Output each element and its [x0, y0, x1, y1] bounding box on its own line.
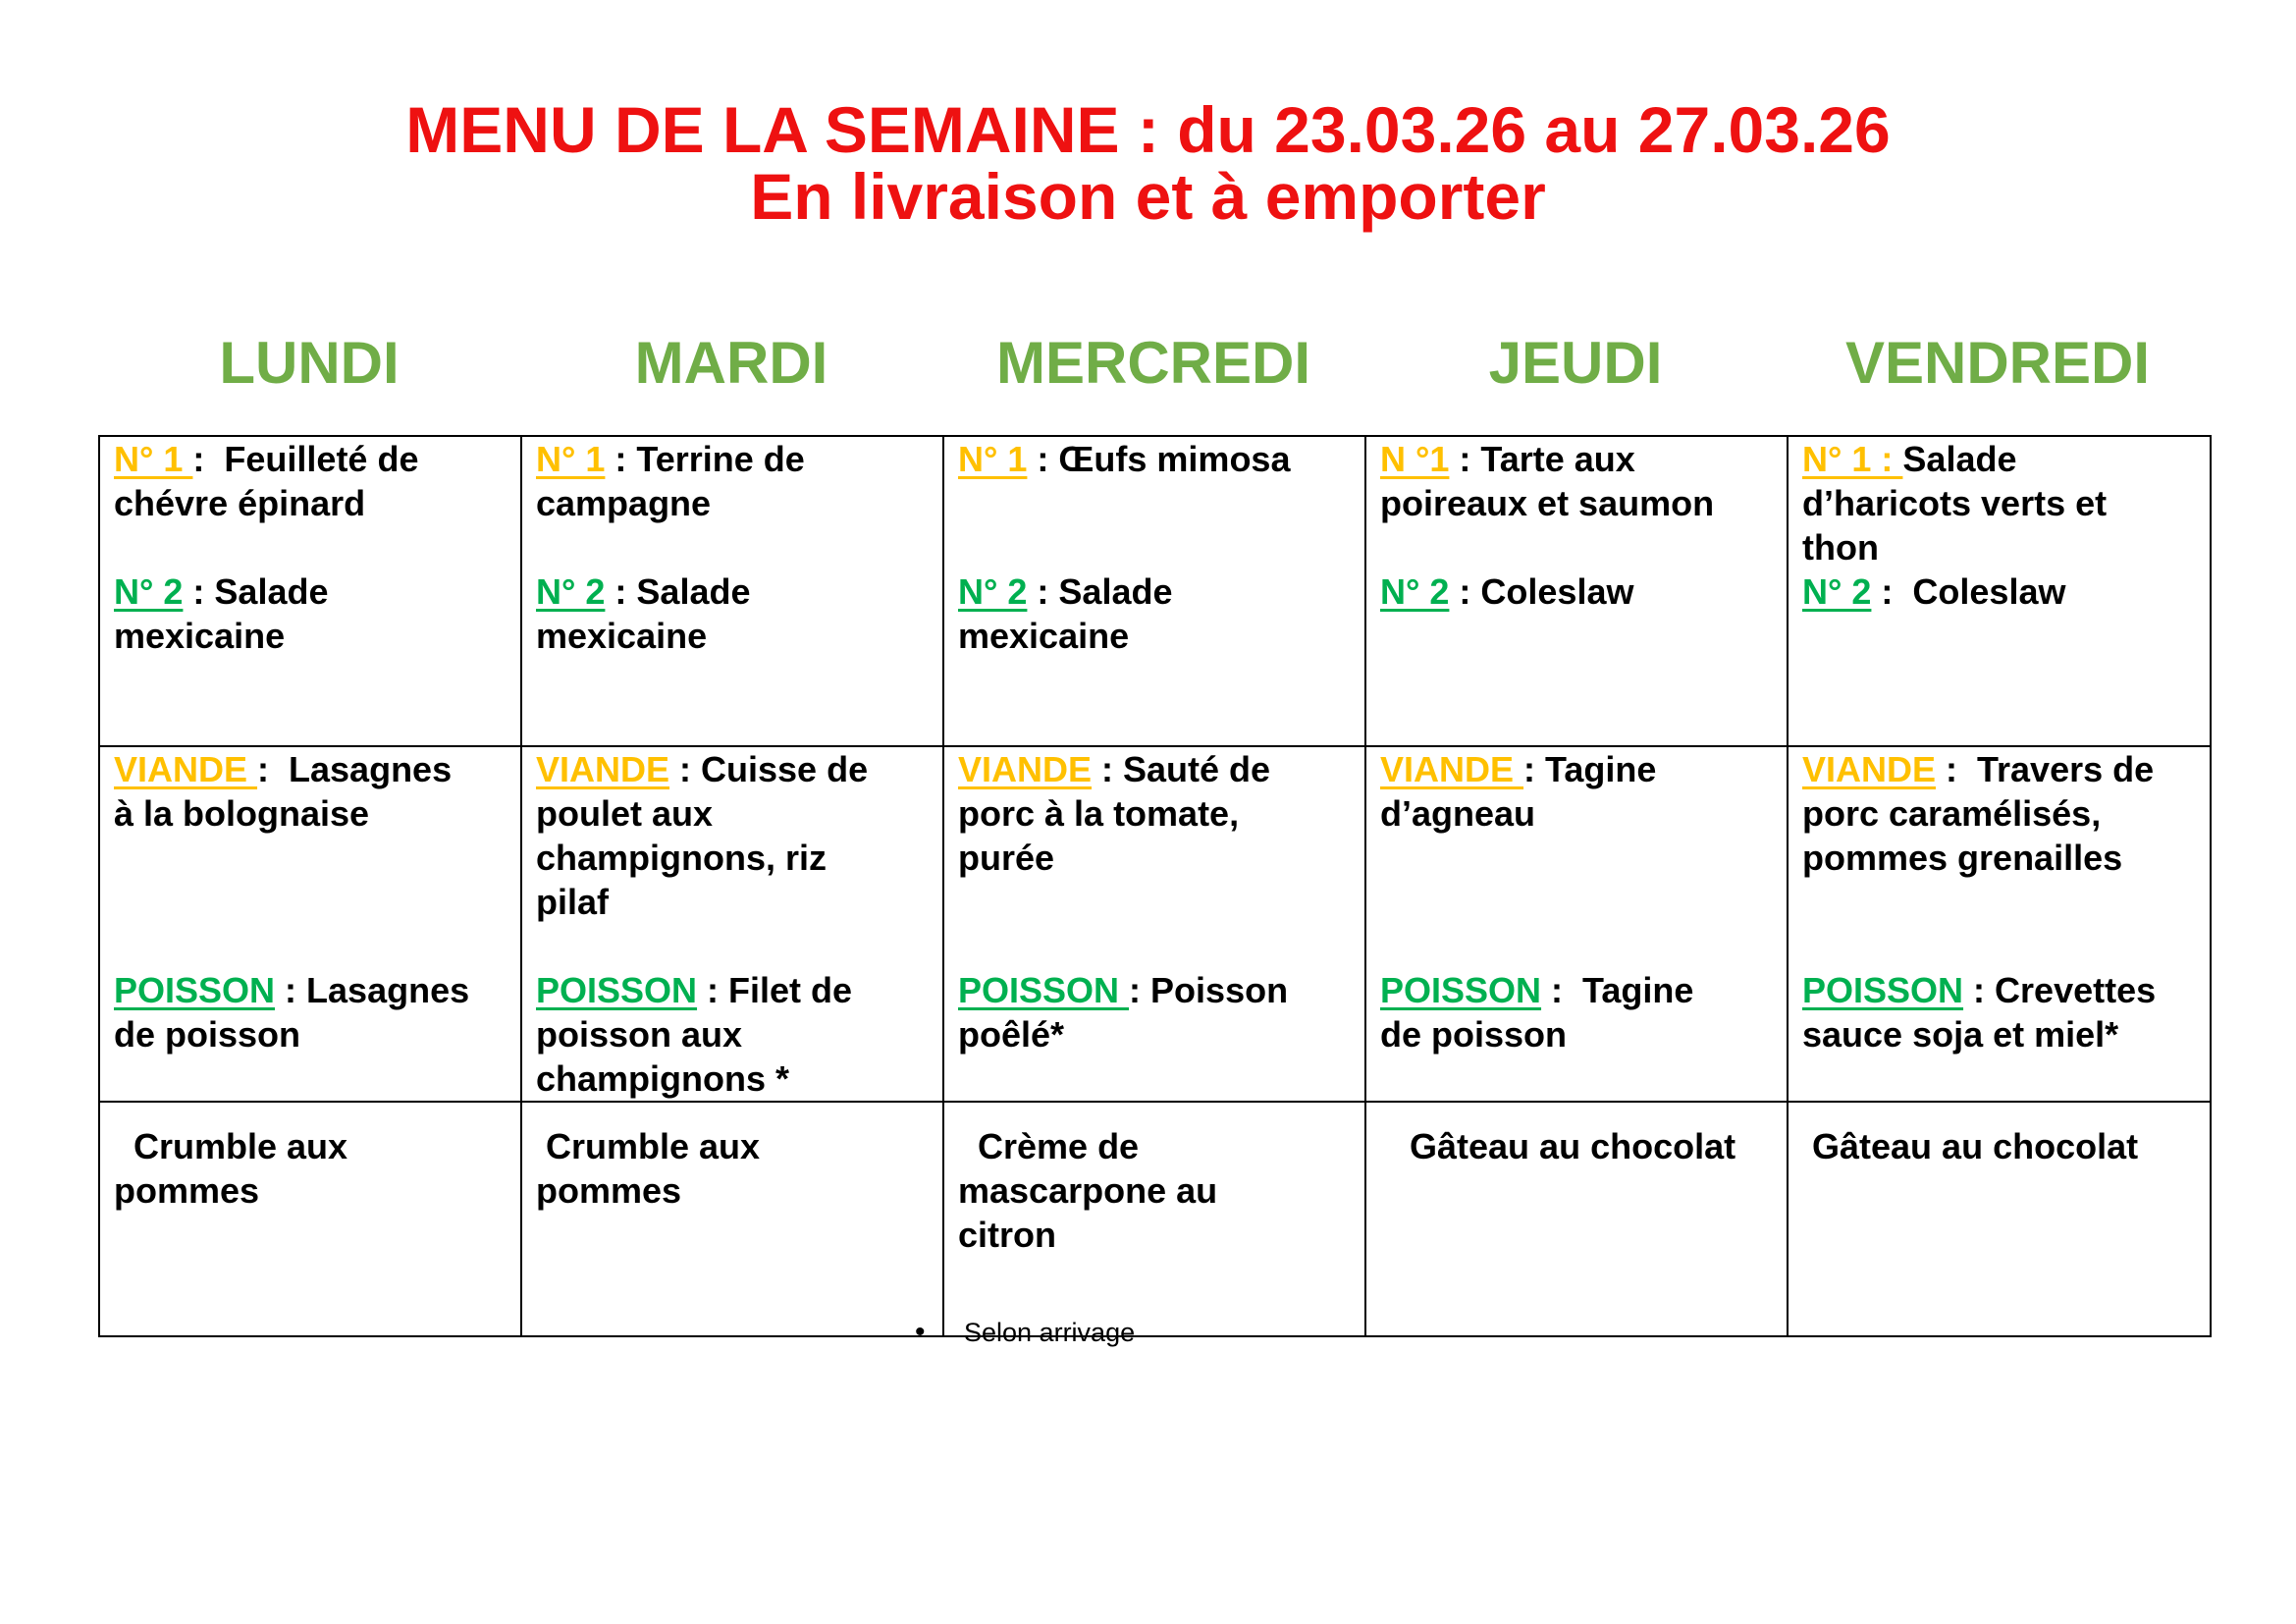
day-header-vendredi: VENDREDI	[1844, 330, 2151, 396]
viande-line	[114, 791, 512, 836]
entree-2-line	[958, 614, 1357, 658]
viande-line-text: : Travers de	[1936, 749, 2155, 789]
plat-cell-jeudi	[1365, 746, 1788, 1102]
poisson-line-text: : Poisson	[1129, 970, 1289, 1010]
entree-2-line-text: : Salade	[183, 571, 329, 612]
entree-row	[99, 436, 2211, 746]
dessert-cell-jeudi	[1365, 1102, 1788, 1336]
plat-cell-lundi	[99, 746, 521, 1102]
entree-1-line-text: Salade	[1902, 439, 2017, 479]
dessert-line-text: pommes	[536, 1170, 682, 1211]
entree-1-key: N° 1 :	[1802, 439, 1903, 479]
entree-1-line	[1380, 481, 1779, 525]
poisson-line-text: champignons *	[536, 1058, 790, 1099]
entree-1-key: N° 1	[114, 439, 193, 479]
menu-title	[0, 93, 2296, 233]
viande-line	[1380, 747, 1779, 791]
viande-key: VIANDE	[536, 749, 670, 789]
day-header-row	[98, 324, 2209, 403]
entree-1-line-text: thon	[1802, 527, 1879, 568]
viande-line	[536, 791, 934, 836]
viande-line-text: : Lasagnes	[257, 749, 453, 789]
poisson-line	[114, 968, 512, 1012]
spacer	[1380, 525, 1779, 569]
dessert-cell-lundi	[99, 1102, 521, 1336]
viande-key: VIANDE	[1380, 749, 1524, 789]
entree-2-line-text: : Salade	[1027, 571, 1173, 612]
entree-cell-jeudi	[1365, 436, 1788, 746]
entree-2-key: N° 2	[536, 571, 606, 612]
viande-line	[958, 747, 1357, 791]
entree-2-key: N° 2	[114, 571, 184, 612]
viande-line	[1802, 791, 2202, 836]
dessert-line	[536, 1124, 934, 1168]
spacer	[114, 924, 512, 968]
poisson-line-text: sauce soja et miel*	[1802, 1014, 2119, 1055]
footnote-text: Selon arrivage	[964, 1318, 1136, 1347]
poisson-line-text: de poisson	[1380, 1014, 1568, 1055]
viande-line-text: pommes grenailles	[1802, 838, 2123, 878]
entree-cell-lundi	[99, 436, 521, 746]
poisson-line	[536, 968, 934, 1012]
viande-line	[1802, 747, 2202, 791]
spacer	[958, 880, 1357, 924]
poisson-key: POISSON	[958, 970, 1130, 1010]
spacer	[1380, 880, 1779, 924]
spacer	[958, 924, 1357, 968]
footnote	[915, 1315, 1135, 1350]
plat-cell-vendredi	[1788, 746, 2211, 1102]
entree-1-line-text: : Terrine de	[605, 439, 805, 479]
poisson-key: POISSON	[536, 970, 698, 1010]
spacer	[114, 880, 512, 924]
poisson-key: POISSON	[1380, 970, 1542, 1010]
viande-line-text: porc à la tomate,	[958, 793, 1240, 834]
spacer	[1802, 924, 2202, 968]
viande-line	[958, 836, 1357, 880]
spacer	[958, 525, 1357, 569]
title-line-1: MENU DE LA SEMAINE : du 23.03.26 au 27.03.26	[405, 93, 1891, 166]
spacer	[536, 525, 934, 569]
viande-line	[114, 747, 512, 791]
poisson-line-text: de poisson	[114, 1014, 301, 1055]
day-header-lundi: LUNDI	[219, 330, 400, 396]
dessert-line	[958, 1213, 1357, 1257]
entree-2-line-text: mexicaine	[114, 616, 286, 656]
entree-1-line	[1802, 525, 2202, 569]
plat-cell-mardi	[521, 746, 943, 1102]
dessert-line	[1380, 1124, 1779, 1168]
entree-cell-mardi	[521, 436, 943, 746]
dessert-line-text: mascarpone au	[958, 1170, 1218, 1211]
entree-1-key: N °1	[1380, 439, 1450, 479]
day-header-mercredi: MERCREDI	[995, 330, 1310, 396]
poisson-key: POISSON	[114, 970, 276, 1010]
title-line-2: En livraison et à emporter	[750, 160, 1546, 233]
poisson-line-text: : Crevettes	[1963, 970, 2157, 1010]
dessert-cell-vendredi	[1788, 1102, 2211, 1336]
viande-line-text: : Tagine	[1523, 749, 1657, 789]
spacer	[536, 924, 934, 968]
entree-1-line	[536, 437, 934, 481]
dessert-line-text: Gâteau au chocolat	[1802, 1126, 2139, 1166]
viande-line-text: pilaf	[536, 882, 610, 922]
entree-2-line-text: mexicaine	[958, 616, 1130, 656]
spacer	[1380, 924, 1779, 968]
viande-line-text: à la bolognaise	[114, 793, 370, 834]
viande-key: VIANDE	[114, 749, 258, 789]
poisson-line	[1802, 1012, 2202, 1056]
entree-1-line-text: campagne	[536, 483, 712, 523]
entree-2-key: N° 2	[958, 571, 1028, 612]
spacer	[1380, 836, 1779, 880]
entree-1-key: N° 1	[536, 439, 606, 479]
dessert-line	[1802, 1124, 2202, 1168]
dessert-line-text: citron	[958, 1215, 1057, 1255]
entree-cell-vendredi	[1788, 436, 2211, 746]
bullet-icon: •	[915, 1316, 926, 1348]
entree-1-line	[114, 437, 512, 481]
viande-line-text: : Sauté de	[1092, 749, 1271, 789]
viande-line-text: d’agneau	[1380, 793, 1536, 834]
dessert-line-text: Gâteau au chocolat	[1380, 1126, 1736, 1166]
poisson-line	[536, 1056, 934, 1101]
entree-2-line	[536, 614, 934, 658]
poisson-line	[1380, 968, 1779, 1012]
viande-line	[958, 791, 1357, 836]
viande-line-text: : Cuisse de	[669, 749, 869, 789]
dessert-line-text: Crumble aux	[114, 1126, 348, 1166]
poisson-line	[1380, 1012, 1779, 1056]
entree-1-line	[114, 481, 512, 525]
entree-2-key: N° 2	[1380, 571, 1450, 612]
poisson-line-text: : Filet de	[697, 970, 853, 1010]
poisson-line	[1802, 968, 2202, 1012]
entree-1-key: N° 1	[958, 439, 1028, 479]
dessert-row	[99, 1102, 2211, 1336]
spacer	[114, 836, 512, 880]
viande-line-text: purée	[958, 838, 1055, 878]
poisson-line-text: poêlé*	[958, 1014, 1065, 1055]
entree-2-line	[114, 614, 512, 658]
viande-line-text: porc caramélisés,	[1802, 793, 2102, 834]
spacer	[1802, 880, 2202, 924]
poisson-line	[536, 1012, 934, 1056]
entree-2-line	[1802, 569, 2202, 614]
viande-line	[1380, 791, 1779, 836]
entree-1-line	[1380, 437, 1779, 481]
entree-1-line-text: : Œufs mimosa	[1027, 439, 1291, 479]
viande-line-text: poulet aux	[536, 793, 714, 834]
spacer	[114, 525, 512, 569]
entree-1-line	[536, 481, 934, 525]
entree-2-line	[958, 569, 1357, 614]
dessert-line	[958, 1124, 1357, 1168]
viande-line	[536, 836, 934, 880]
entree-2-line	[1380, 569, 1779, 614]
viande-line	[536, 747, 934, 791]
spacer	[958, 481, 1357, 525]
entree-2-key: N° 2	[1802, 571, 1872, 612]
dessert-cell-mercredi	[943, 1102, 1365, 1336]
dessert-line-text: pommes	[114, 1170, 260, 1211]
dessert-line	[536, 1168, 934, 1213]
entree-2-line	[114, 569, 512, 614]
poisson-line-text: poisson aux	[536, 1014, 743, 1055]
poisson-line-text: : Tagine	[1541, 970, 1694, 1010]
poisson-line	[958, 1012, 1357, 1056]
poisson-line	[114, 1012, 512, 1056]
entree-1-line	[958, 437, 1357, 481]
dessert-line-text: Crumble aux	[536, 1126, 761, 1166]
dessert-line	[958, 1168, 1357, 1213]
poisson-key: POISSON	[1802, 970, 1964, 1010]
day-header-mardi: MARDI	[634, 330, 828, 396]
viande-line	[536, 880, 934, 924]
entree-1-line	[1802, 437, 2202, 481]
entree-2-line-text: mexicaine	[536, 616, 708, 656]
entree-2-line-text: : Salade	[605, 571, 751, 612]
dessert-line	[114, 1124, 512, 1168]
entree-2-line-text: : Coleslaw	[1871, 571, 2066, 612]
viande-line-text: champignons, riz	[536, 838, 828, 878]
entree-1-line-text: : Feuilleté de	[192, 439, 419, 479]
entree-1-line-text: : Tarte aux	[1449, 439, 1635, 479]
entree-1-line-text: d’haricots verts et	[1802, 483, 2108, 523]
viande-key: VIANDE	[958, 749, 1093, 789]
entree-1-line-text: chévre épinard	[114, 483, 366, 523]
dessert-line-text: Crème de	[958, 1126, 1140, 1166]
entree-cell-mercredi	[943, 436, 1365, 746]
poisson-line-text: : Lasagnes	[275, 970, 470, 1010]
plat-row	[99, 746, 2211, 1102]
viande-line	[1802, 836, 2202, 880]
entree-1-line	[1802, 481, 2202, 525]
entree-2-line	[536, 569, 934, 614]
viande-key: VIANDE	[1802, 749, 1937, 789]
plat-cell-mercredi	[943, 746, 1365, 1102]
entree-2-line-text: : Coleslaw	[1449, 571, 1634, 612]
entree-1-line-text: poireaux et saumon	[1380, 483, 1715, 523]
poisson-line	[958, 968, 1357, 1012]
dessert-line	[114, 1168, 512, 1213]
menu-table	[98, 435, 2212, 1337]
dessert-cell-mardi	[521, 1102, 943, 1336]
day-header-jeudi: JEUDI	[1488, 330, 1663, 396]
